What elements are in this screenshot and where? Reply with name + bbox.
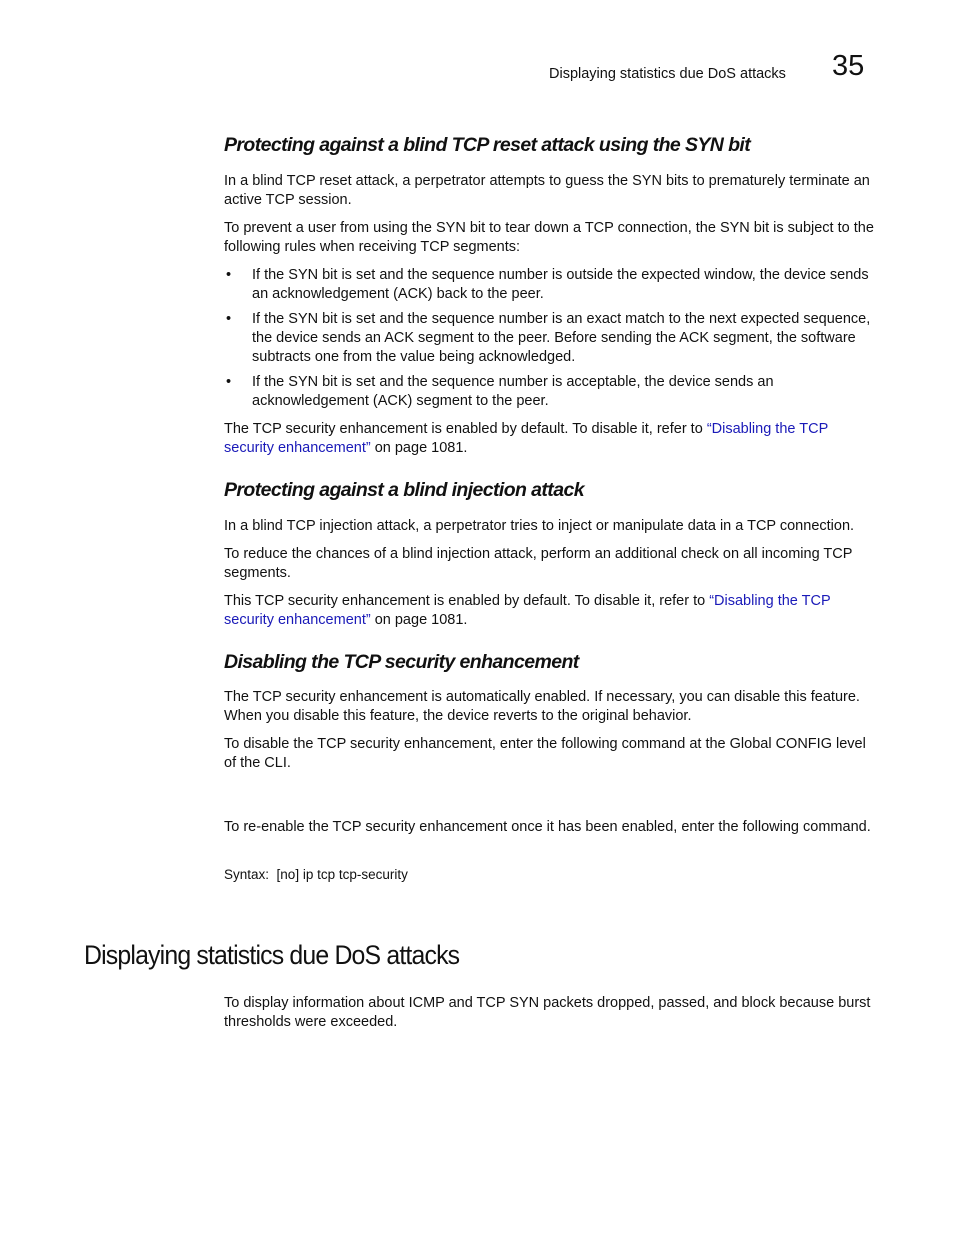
text: This TCP security enhancement is enabled by default. To disable it, refer to [224, 593, 710, 609]
list-item [224, 266, 876, 304]
paragraph: To reduce the chances of a blind injection attack, perform an additional check on all incoming TCP segments. [224, 546, 853, 581]
paragraph: To prevent a user from using the SYN bit to tear down a TCP connection, the SYN bit is subject to the following rules when receiving TCP segments: [224, 220, 874, 255]
chapter-number: 35 [832, 50, 865, 82]
list-item [224, 373, 876, 411]
section-title-dos: Displaying statistics due DoS attacks [84, 940, 460, 970]
syntax-label: Syntax: [224, 867, 270, 882]
text: on page 1081. [370, 612, 468, 628]
main-content [224, 130, 876, 884]
bullet-list [224, 266, 876, 411]
bullet-icon: • [226, 311, 232, 327]
heading-syn-bit: Protecting against a blind TCP reset attack using the SYN bit [224, 134, 751, 156]
list-item-text: If the SYN bit is set and the sequence number is outside the expected window, the device sends an acknowledgement (ACK) back to the peer. [252, 267, 869, 302]
paragraph [224, 592, 876, 630]
running-header: Displaying statistics due DoS attacks [549, 66, 786, 82]
paragraph: To re-enable the TCP security enhancement once it has been enabled, enter the following command. [224, 819, 871, 835]
heading-disabling: Disabling the TCP security enhancement [224, 651, 579, 673]
list-item [224, 310, 876, 367]
paragraph [224, 420, 876, 458]
xref-link-disabling-tcp[interactable]: “Disabling the TCP security enhancement” [224, 421, 828, 456]
bullet-icon: • [226, 267, 232, 283]
bullet-icon: • [226, 374, 232, 390]
paragraph: To display information about ICMP and TCP SYN packets dropped, passed, and block because burst thresholds were exceeded. [224, 995, 871, 1030]
paragraph: In a blind TCP reset attack, a perpetrator attempts to guess the SYN bits to prematurely terminate an active TCP session. [224, 173, 870, 208]
syntax-line [224, 865, 876, 884]
syntax-text: [no] ip tcp tcp-security [276, 867, 408, 882]
xref-link-disabling-tcp[interactable]: “Disabling the TCP security enhancement” [224, 593, 831, 628]
list-item-text: If the SYN bit is set and the sequence number is acceptable, the device sends an acknowledgement (ACK) segment to the peer. [252, 374, 774, 409]
paragraph: To disable the TCP security enhancement, enter the following command at the Global CONFIG level of the CLI. [224, 736, 866, 771]
list-item-text: If the SYN bit is set and the sequence number is an exact match to the next expected sequence, the device sends an ACK segment to the peer. Before sending the ACK segment, the software subtracts one from the value being acknowledged. [252, 311, 871, 365]
heading-injection: Protecting against a blind injection attack [224, 479, 584, 501]
paragraph: The TCP security enhancement is automatically enabled. If necessary, you can disable this feature. When you disable this feature, the device reverts to the original behavior. [224, 689, 860, 724]
paragraph: In a blind TCP injection attack, a perpetrator tries to inject or manipulate data in a TCP connection. [224, 518, 855, 534]
text: The TCP security enhancement is enabled by default. To disable it, refer to [224, 421, 707, 437]
text: on page 1081. [370, 440, 468, 456]
section-dos-content [224, 994, 876, 1032]
